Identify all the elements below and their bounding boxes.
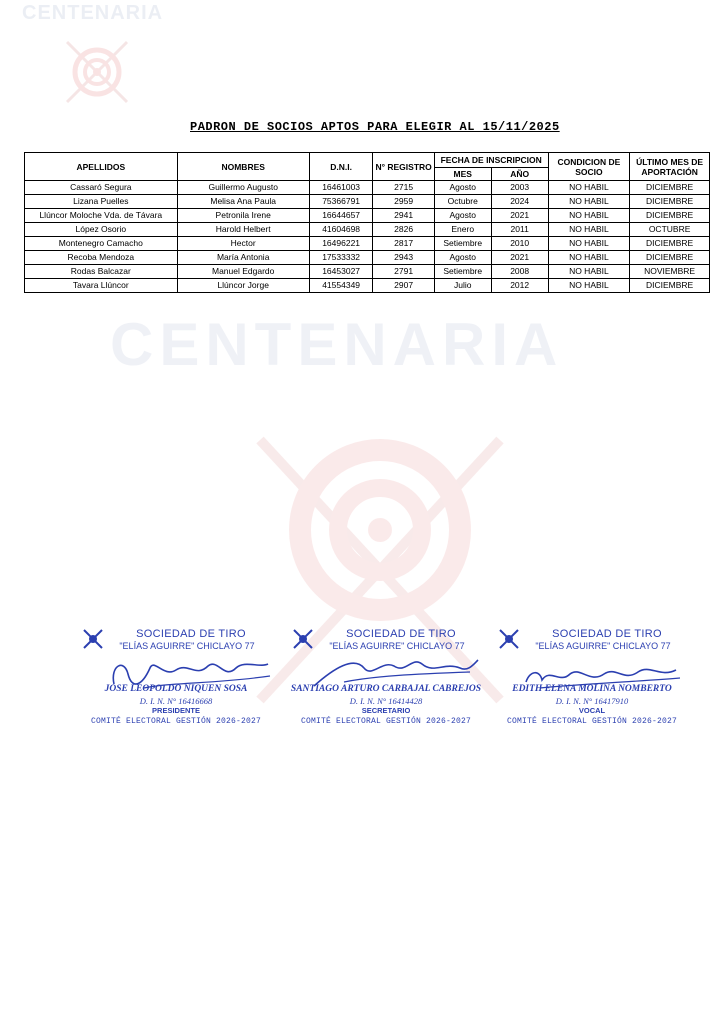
cell-ultimo: DICIEMBRE xyxy=(630,209,710,223)
cell-condicion: NO HABIL xyxy=(548,195,630,209)
header-mes: MES xyxy=(434,168,491,181)
committee-label: COMITÉ ELECTORAL GESTIÓN 2026-2027 xyxy=(300,717,472,726)
cell-ultimo: NOVIEMBRE xyxy=(630,265,710,279)
cell-apellidos: Cassaró Segura xyxy=(25,181,178,195)
cell-condicion: NO HABIL xyxy=(548,181,630,195)
cell-condicion: NO HABIL xyxy=(548,237,630,251)
cell-dni: 41604698 xyxy=(309,223,373,237)
committee-label: COMITÉ ELECTORAL GESTIÓN 2026-2027 xyxy=(506,717,678,726)
header-ultimo-mes: ÚLTIMO MES DE APORTACIÓN xyxy=(630,153,710,181)
stamp-org-subtitle: "ELÍAS AGUIRRE" CHICLAYO 77 xyxy=(329,641,465,651)
watermark-word-large: CENTENARIA xyxy=(110,311,564,378)
stamp-org-subtitle: "ELÍAS AGUIRRE" CHICLAYO 77 xyxy=(535,641,671,651)
cell-ultimo: DICIEMBRE xyxy=(630,181,710,195)
cell-ultimo: DICIEMBRE xyxy=(630,251,710,265)
cell-dni: 75366791 xyxy=(309,195,373,209)
cell-nombres: Llúncor Jorge xyxy=(177,279,309,293)
cell-apellidos: Llúncor Moloche Vda. de Távara xyxy=(25,209,178,223)
signer-dni: D. I. N. N° 16417910 xyxy=(555,696,629,706)
cell-registro: 2959 xyxy=(373,195,434,209)
cell-registro: 2826 xyxy=(373,223,434,237)
cell-ultimo: DICIEMBRE xyxy=(630,237,710,251)
cell-dni: 16644657 xyxy=(309,209,373,223)
cell-condicion: NO HABIL xyxy=(548,251,630,265)
watermark-word: CENTENARIA xyxy=(22,2,164,24)
cell-anio: 2021 xyxy=(491,251,548,265)
table-row xyxy=(25,265,710,279)
cell-dni: 41554349 xyxy=(309,279,373,293)
cell-condicion: NO HABIL xyxy=(548,265,630,279)
cell-registro: 2943 xyxy=(373,251,434,265)
cell-apellidos: Recoba Mendoza xyxy=(25,251,178,265)
table-row xyxy=(25,237,710,251)
signature-block-secretario xyxy=(286,626,486,736)
cell-registro: 2907 xyxy=(373,279,434,293)
cell-nombres: Hector xyxy=(177,237,309,251)
watermark-logo-small xyxy=(12,2,182,124)
cell-apellidos: Rodas Balcazar xyxy=(25,265,178,279)
signer-name: EDITH ELENA MOLINA NOMBERTO xyxy=(512,684,672,694)
cell-mes: Setiembre xyxy=(434,237,491,251)
cell-anio: 2012 xyxy=(491,279,548,293)
cell-mes: Julio xyxy=(434,279,491,293)
cell-ultimo: DICIEMBRE xyxy=(630,279,710,293)
signature-block-vocal xyxy=(492,626,692,736)
cell-dni: 16453027 xyxy=(309,265,373,279)
cell-anio: 2008 xyxy=(491,265,548,279)
table-row xyxy=(25,279,710,293)
cell-mes: Enero xyxy=(434,223,491,237)
header-apellidos: APELLIDOS xyxy=(25,153,178,181)
header-fecha-inscripcion: FECHA DE INSCRIPCION xyxy=(434,153,548,168)
cell-registro: 2817 xyxy=(373,237,434,251)
cell-nombres: María Antonia xyxy=(177,251,309,265)
cell-ultimo: DICIEMBRE xyxy=(630,195,710,209)
stamp-org-name: SOCIEDAD DE TIRO xyxy=(346,628,456,640)
cell-anio: 2003 xyxy=(491,181,548,195)
cell-mes: Agosto xyxy=(434,181,491,195)
signer-dni: D. I. N. N° 16416668 xyxy=(139,696,213,706)
cell-dni: 17533332 xyxy=(309,251,373,265)
header-registro: N° REGISTRO xyxy=(373,153,434,181)
cell-registro: 2941 xyxy=(373,209,434,223)
page-title: PADRON DE SOCIOS APTOS PARA ELEGIR AL 15/11/2025 xyxy=(190,120,560,134)
header-nombres: NOMBRES xyxy=(177,153,309,181)
stamp-org-name: SOCIEDAD DE TIRO xyxy=(552,628,662,640)
signer-name: JOSE LEOPOLDO NIQUEN SOSA xyxy=(104,684,248,694)
cell-mes: Octubre xyxy=(434,195,491,209)
signer-role: VOCAL xyxy=(578,706,606,715)
table-row xyxy=(25,209,710,223)
signer-role: PRESIDENTE xyxy=(152,706,200,715)
cell-mes: Setiembre xyxy=(434,265,491,279)
header-condicion: CONDICION DE SOCIO xyxy=(548,153,630,181)
cell-anio: 2010 xyxy=(491,237,548,251)
table-row xyxy=(25,195,710,209)
table-row xyxy=(25,251,710,265)
signer-role: SECRETARIO xyxy=(361,706,411,715)
cell-registro: 2715 xyxy=(373,181,434,195)
cell-nombres: Petronila Irene xyxy=(177,209,309,223)
cell-mes: Agosto xyxy=(434,209,491,223)
cell-nombres: Harold Helbert xyxy=(177,223,309,237)
committee-label: COMITÉ ELECTORAL GESTIÓN 2026-2027 xyxy=(90,717,262,726)
cell-condicion: NO HABIL xyxy=(548,279,630,293)
cell-dni: 16496221 xyxy=(309,237,373,251)
cell-anio: 2021 xyxy=(491,209,548,223)
header-dni: D.N.I. xyxy=(309,153,373,181)
cell-registro: 2791 xyxy=(373,265,434,279)
cell-nombres: Guillermo Augusto xyxy=(177,181,309,195)
signer-dni: D. I. N. N° 16414428 xyxy=(349,696,423,706)
cell-apellidos: López Osorio xyxy=(25,223,178,237)
cell-nombres: Manuel Edgardo xyxy=(177,265,309,279)
cell-anio: 2011 xyxy=(491,223,548,237)
signer-name: SANTIAGO ARTURO CARBAJAL CABREJOS xyxy=(290,684,482,694)
table-row xyxy=(25,223,710,237)
stamp-org-subtitle: "ELÍAS AGUIRRE" CHICLAYO 77 xyxy=(119,641,255,651)
cell-dni: 16461003 xyxy=(309,181,373,195)
cell-anio: 2024 xyxy=(491,195,548,209)
stamp-org-name: SOCIEDAD DE TIRO xyxy=(136,628,246,640)
cell-condicion: NO HABIL xyxy=(548,223,630,237)
cell-apellidos: Montenegro Camacho xyxy=(25,237,178,251)
cell-condicion: NO HABIL xyxy=(548,209,630,223)
table-row xyxy=(25,181,710,195)
cell-apellidos: Lizana Puelles xyxy=(25,195,178,209)
header-anio: AÑO xyxy=(491,168,548,181)
cell-mes: Agosto xyxy=(434,251,491,265)
cell-ultimo: OCTUBRE xyxy=(630,223,710,237)
signature-block-presidente xyxy=(76,626,276,736)
cell-nombres: Melisa Ana Paula xyxy=(177,195,309,209)
cell-apellidos: Tavara Llúncor xyxy=(25,279,178,293)
members-table xyxy=(24,152,710,293)
